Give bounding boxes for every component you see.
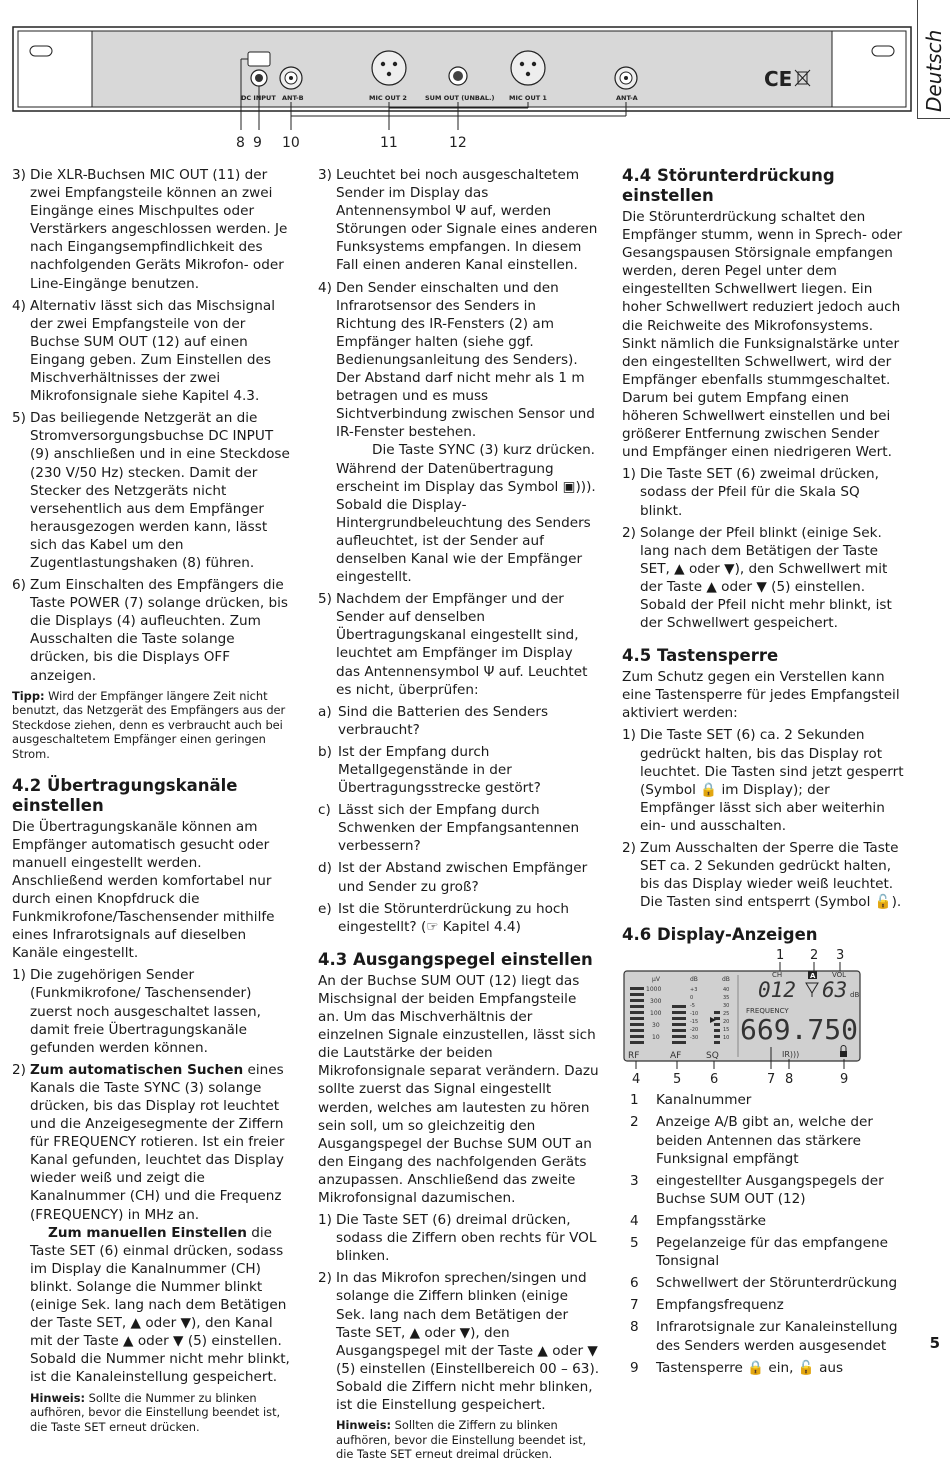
- paragraph: Zum Schutz gegen ein Verstellen kann eine Tastensperre für jedes Empfangsteil aktiviert werden:: [622, 669, 900, 722]
- svg-text:100: 100: [650, 1010, 662, 1018]
- list-item: 4) Alternativ lässt sich das Mischsignal der zwei Empfangsteile von der Buchse SUM OUT (12) auf einen Eingang geben. Zum Einstellen des Mischverhältnisses der zwei Mikrofonsignale siehe Kapitel 4.3.: [12, 297, 275, 405]
- legend-item: 3 eingestellter Ausgangspegels der Buchse SUM OUT (12): [630, 1172, 884, 1207]
- column-middle: [318, 166, 600, 1466]
- sub-list: [318, 703, 600, 936]
- list-item: 2) Solange der Pfeil blinkt (einige Sek. lang nach dem Betätigen der Taste SET, ▲ oder ▼), den Schwellwert mit der Taste ▲ oder ▼ (5) einstellen. Sobald der Pfeil nicht mehr blinkt, ist der Schwellwert gespeichert.: [622, 524, 892, 632]
- language-tab: [917, 0, 950, 119]
- heading-4-2: 4.2 Übertragungskanäle einstellen: [12, 775, 238, 815]
- column-left: [12, 166, 294, 1438]
- svg-text:10: 10: [652, 1034, 660, 1042]
- label-mic-out-2: MIC OUT 2: [369, 94, 407, 102]
- svg-text:RF: RF: [628, 1051, 640, 1062]
- list-item: 5) Das beiliegende Netzgerät an die Stromversorgungsbuchse DC INPUT (9) anschließen und in eine Steckdose (230 V/50 Hz) stecken. Damit der Stecker des Netzgeräts nicht versehentlich aus dem Empfänger herausgezogen werden kann, lässt sich das Kabel um den Zugentlastungshaken (8) führen.: [12, 410, 290, 571]
- paragraph: An der Buchse SUM OUT (12) liegt das Mischsignal der beiden Empfangsteile an. Um das Mischverhältnis der einzelnen Signale einzustellen, lässt sich die Lautstärke der beiden Mikrofonsignale separat verändern. Dazu sollte zuerst das Signal eingestellt werden, welches am lautesten zu hören sein soll, um so gleichzeitig den Ausgangspegel der Buchse SUM OUT an den Eingang des nachfolgenden Geräts anzupassen. Anschließend das zweite Mikrofonsignal dazumischen.: [318, 972, 599, 1206]
- legend-item: 4 Empfangsstärke: [630, 1212, 766, 1229]
- svg-text:63: 63: [822, 978, 848, 1003]
- svg-text:669.750: 669.750: [740, 1013, 859, 1047]
- sub-list-item: a) Sind die Batterien des Senders verbraucht?: [318, 703, 549, 738]
- list-item: 5) Nachdem der Empfänger und der Sender auf denselben Übertragungskanal eingestellt sind, leuchtet am Empfänger im Display das Antennensymbol Ψ auf. Leuchtet es nicht, überprüfen:: [318, 591, 588, 698]
- callout-11: 11: [380, 135, 398, 151]
- legend-item: 1 Kanalnummer: [630, 1092, 752, 1109]
- sub-list-item: c) Lässt sich der Empfang durch Schwenken der Empfangsantennen verbessern?: [318, 802, 580, 855]
- svg-text:dB: dB: [850, 991, 860, 1000]
- svg-text:1000: 1000: [646, 986, 662, 994]
- callout-12: 12: [449, 135, 467, 151]
- lcd-callout-1: 1: [776, 948, 785, 964]
- list-item: 2) In das Mikrofon sprechen/singen und solange die Ziffern blinken (einige Sek. lang nach dem Betätigen der Taste SET, ▲ oder ▼), den Ausgangspegel mit der Taste ▲ oder ▼ (5) einstellen (Einstellbereich 00 – 63). Sobald die Ziffern nicht mehr blinken, ist die Einstellung gespeichert.: [318, 1270, 600, 1413]
- legend-item: 6 Schwellwert der Störunterdrückung: [630, 1275, 898, 1292]
- svg-text:VOL: VOL: [832, 971, 847, 980]
- svg-text:300: 300: [650, 998, 662, 1006]
- rear-panel-diagram: [12, 26, 912, 151]
- list-item: 4) Den Sender einschalten und den Infrarotsensor des Senders in Richtung des IR-Fensters (2) am Empfänger halten (siehe ggf. Bedienungsanleitung des Senders). Der Abstand darf nicht mehr als 1 m betragen und es muss Sichtverbindung zwischen Sensor und IR-Fenster bestehen.: [318, 279, 595, 441]
- hint-note: Hinweis: Sollten die Ziffern zu blinken aufhören, bevor die Einstellung beendet ist, die Taste SET erneut dreimal drücken.: [336, 1418, 587, 1462]
- callout-10: 10: [282, 135, 300, 151]
- svg-text:10: 10: [723, 1035, 730, 1042]
- legend-item: 5 Pegelanzeige für das empfangene Tonsignal: [630, 1235, 888, 1270]
- label-ant-a: ANT-A: [616, 94, 638, 102]
- svg-text:20: 20: [723, 1019, 730, 1026]
- svg-text:-5: -5: [690, 1003, 695, 1010]
- label-mic-out-1: MIC OUT 1: [509, 94, 547, 102]
- lcd-callout-8: 8: [785, 1072, 794, 1088]
- legend-item: 7 Empfangsfrequenz: [630, 1297, 784, 1314]
- list-item: 6) Zum Einschalten des Empfängers die Taste POWER (7) solange drücken, bis die Displays (4) aufleuchten. Zum Ausschalten die Taste solange drücken, bis die Displays OFF anzeigen.: [12, 577, 288, 684]
- svg-text:SQ: SQ: [706, 1051, 719, 1062]
- svg-text:-10: -10: [690, 1011, 699, 1018]
- rear-panel-svg: [12, 26, 912, 156]
- label-sum-out: SUM OUT (UNBAL.): [425, 94, 495, 102]
- tip-note: Tipp: Wird der Empfänger längere Zeit nicht benutzt, das Netzgerät des Empfängers aus der Steckdose ziehen, denn es verbraucht auch bei ausgeschaltetem Empfänger einen geringen Strom.: [12, 688, 286, 761]
- svg-text:dB: dB: [722, 976, 730, 984]
- svg-text:μV: μV: [652, 976, 660, 984]
- lcd-svg: [622, 947, 862, 1087]
- list-item: 2) Zum automatischen Suchen eines Kanals die Taste SYNC (3) solange drücken, bis das Display rot leuchtet und die Anzeigesegmente der Ziffern für FREQUENCY rotieren. Ist ein freier Kanal gefunden, leuchtet das Display wieder weiß und zeigt die Kanalnummer (CH) und die Frequenz (FREQUENCY) in MHz an.: [12, 1061, 285, 1223]
- label-dc-input: DC INPUT: [241, 94, 276, 102]
- list-item: 3) Leuchtet bei noch ausgeschaltetem Sender im Display das Antennensymbol Ψ auf, werden Störungen oder Signale eines anderen Funksystems empfangen. In diesem Fall einen anderen Kanal einstellen.: [318, 167, 598, 274]
- svg-text:0: 0: [690, 995, 694, 1002]
- svg-text:FREQUENCY: FREQUENCY: [746, 1007, 789, 1016]
- list-item-continuation: Zum manuellen Einstellen die Taste SET (6) einmal drücken, sodass im Display die Kanalnummer (CH) blinkt. Solange die Nummer blinkt (einige Sek. lang nach dem Betätigen der Taste SET, ▲ oder ▼), den Kanal mit der Taste ▲ oder ▼ (5) einstellen. Sobald die Nummer nicht mehr blinkt, ist die Kanaleinstellung gespeichert.: [30, 1224, 290, 1386]
- svg-text:35: 35: [723, 995, 730, 1002]
- svg-text:-30: -30: [690, 1035, 699, 1042]
- svg-text:-15: -15: [690, 1019, 699, 1026]
- hint-note: Hinweis: Sollte die Nummer zu blinken aufhören, bevor die Einstellung beendet ist, die Taste SET erneut drücken.: [30, 1390, 281, 1434]
- svg-text:30: 30: [652, 1022, 660, 1030]
- list-item: 1) Die Taste SET (6) dreimal drücken, sodass die Ziffern oben rechts für VOL blinken.: [318, 1212, 597, 1265]
- page-number: 5: [929, 1334, 940, 1352]
- list-item-continuation: Die Taste SYNC (3) kurz drücken. Während der Datenübertragung erscheint im Display das Symbol ▣))). Sobald die Display-Hintergrundbeleuchtung des Senders aufleuchtet, ist der Sender auf denselben Kanal wie der Empfänger eingestellt.: [336, 442, 596, 586]
- heading-4-3: 4.3 Ausgangspegel einstellen: [318, 949, 593, 969]
- svg-text:30: 30: [723, 1003, 730, 1010]
- svg-text:+3: +3: [690, 987, 698, 994]
- svg-text:A: A: [810, 972, 816, 981]
- sub-list-item: e) Ist die Störunterdrückung zu hoch eingestellt? (☞ Kapitel 4.4): [318, 900, 570, 935]
- callout-8: 8: [236, 135, 245, 151]
- heading-4-5: 4.5 Tastensperre: [622, 646, 779, 666]
- lcd-callout-7: 7: [767, 1072, 776, 1088]
- list-item: 1) Die Taste SET (6) ca. 2 Sekunden gedrückt halten, bis das Display rot leuchtet. Die Tasten sind jetzt gesperrt (Symbol 🔒 im Display); der Empfänger lässt sich aber weiterhin ein- und ausschalten.: [622, 727, 904, 834]
- svg-text:IR))): IR))): [782, 1050, 800, 1060]
- lcd-callout-9: 9: [840, 1072, 849, 1088]
- column-right: [622, 166, 906, 1381]
- svg-text:dB: dB: [690, 976, 698, 984]
- legend-item: 2 Anzeige A/B gibt an, welche der beiden Antennen das stärkere Funksignal empfängt: [630, 1114, 873, 1167]
- svg-text:15: 15: [723, 1027, 730, 1034]
- lcd-legend: [622, 1091, 906, 1376]
- list-item: 1) Die zugehörigen Sender (Funkmikrofone/ Taschensender) zuerst noch ausgeschaltet lassen, damit freie Übertragungskanäle gefunden werden können.: [12, 967, 261, 1056]
- list-item: 1) Die Taste SET (6) zweimal drücken, sodass der Pfeil für die Skala SQ blinkt.: [622, 466, 879, 519]
- svg-text:-20: -20: [690, 1027, 699, 1034]
- label-ant-b: ANT-B: [282, 94, 304, 102]
- heading-4-4: 4.4 Störunterdrückung einstellen: [622, 166, 835, 205]
- svg-text:40: 40: [723, 987, 730, 994]
- lcd-callout-2: 2: [810, 948, 819, 964]
- list-item: 2) Zum Ausschalten der Sperre die Taste SET ca. 2 Sekunden gedrückt halten, bis das Display wieder weiß leuchtet. Die Tasten sind entsperrt (Symbol 🔓).: [622, 840, 902, 911]
- sub-list-item: d) Ist der Abstand zwischen Empfänger und Sender zu groß?: [318, 860, 588, 895]
- svg-text:CH: CH: [772, 971, 783, 980]
- heading-4-6: 4.6 Display-Anzeigen: [622, 925, 818, 945]
- lcd-callout-3: 3: [836, 948, 845, 964]
- language-label: Deutsch: [922, 29, 946, 112]
- legend-item: 8 Infrarotsignale zur Kanaleinstellung des Senders werden ausgesendet: [630, 1319, 898, 1354]
- lcd-callout-5: 5: [673, 1072, 682, 1088]
- lcd-diagram: [622, 947, 862, 1087]
- callout-9: 9: [253, 135, 262, 151]
- paragraph: Die Störunterdrückung schaltet den Empfänger stumm, wenn in Sprech- oder Gesangspausen Störsignale empfangen werden, deren Pegel unter dem eingestellten Schwellwert liegen. Ein hoher Schwellwert reduziert jedoch auch die Reichweite des Mikrofonsystems. Sinkt nämlich die Funksignalstärke unter den eingestellten Schwellwert, wird der Empfänger ebenfalls stummgeschaltet. Darum bei gutem Empfang einen höheren Schwellwert einstellen und bei größerer Entfernung zwischen Sender und Empfänger einen niedrigeren Wert.: [622, 209, 903, 461]
- paragraph: Die Übertragungskanäle können am Empfänger automatisch gesucht oder manuell eingestellt werden. Anschließend werden komfortabel nur durch einen Knopfdruck die Funkmikrofone/Taschensender mithilfe eines Infrarotsignals auf dieselben Kanäle eingestellt.: [12, 818, 275, 962]
- list-item: 3) Die XLR-Buchsen MIC OUT (11) der zwei Empfangsteile können an zwei Eingänge eines Mischpultes oder Verstärkers angeschlossen werden. Je nach Eingangsempfindlichkeit des nachfolgenden Geräts Mikrofon- oder Line-Eingänge benutzen.: [12, 167, 288, 292]
- svg-text:CE: CE: [764, 67, 793, 91]
- sub-list-item: b) Ist der Empfang durch Metallgegenstände in der Übertragungsstrecke gestört?: [318, 743, 541, 797]
- svg-text:012: 012: [758, 978, 796, 1003]
- svg-text:25: 25: [723, 1011, 730, 1018]
- legend-item: 9 Tastensperre 🔒 ein, 🔓 aus: [630, 1359, 844, 1376]
- svg-text:AF: AF: [670, 1051, 682, 1062]
- lcd-callout-6: 6: [710, 1072, 719, 1088]
- lcd-callout-4: 4: [632, 1072, 641, 1088]
